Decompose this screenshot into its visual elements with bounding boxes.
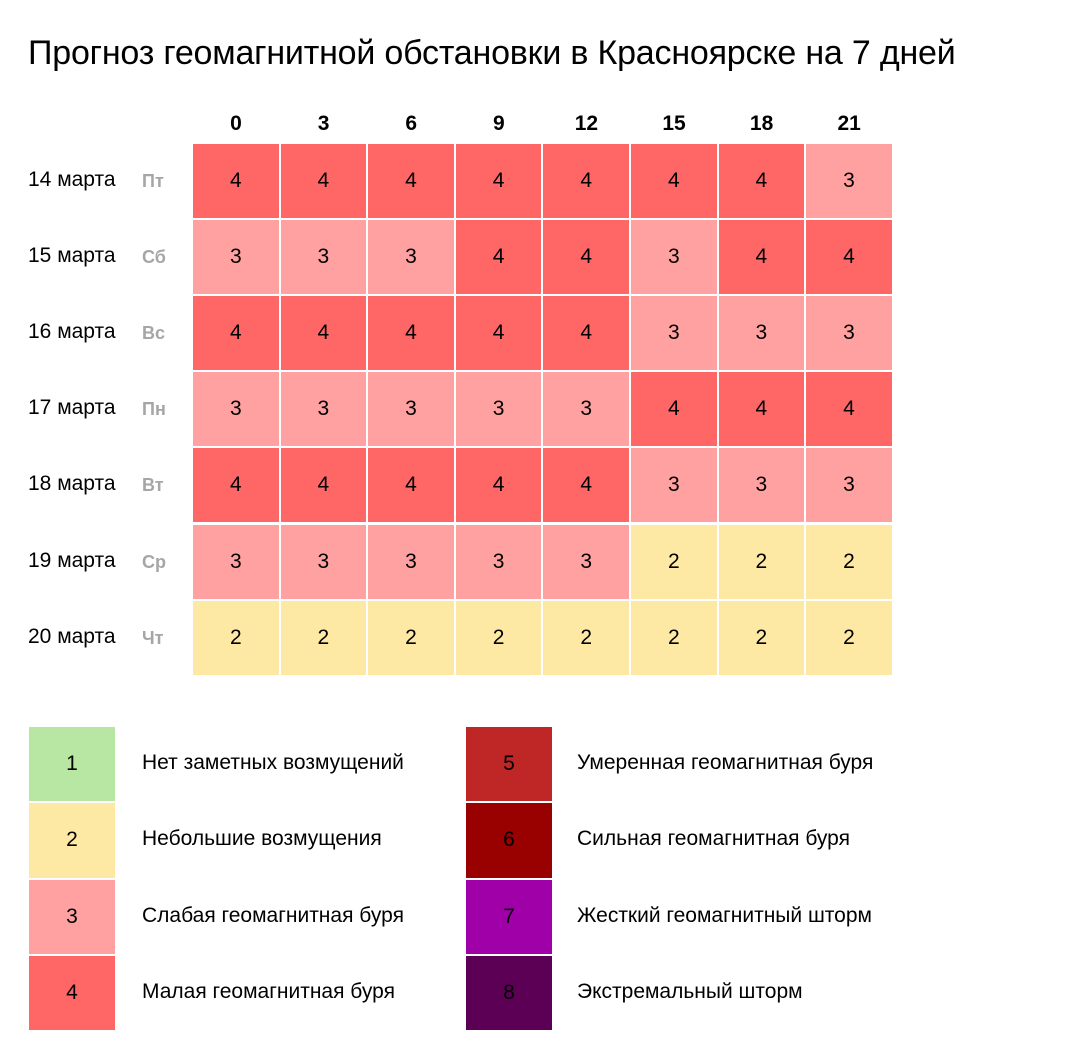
heatmap-cell: 2 bbox=[631, 601, 717, 675]
heatmap-cell: 3 bbox=[193, 220, 279, 294]
hour-label-6: 6 bbox=[405, 112, 418, 135]
legend-swatch-1: 1 bbox=[29, 727, 115, 801]
row-weekday-label: Вс bbox=[142, 323, 166, 344]
heatmap-cell: 4 bbox=[543, 144, 629, 218]
hour-label-18: 18 bbox=[749, 112, 774, 135]
legend-swatch-6: 6 bbox=[466, 803, 552, 877]
heatmap-cell: 3 bbox=[193, 525, 279, 599]
heatmap-cell: 4 bbox=[368, 448, 454, 522]
heatmap-cell: 4 bbox=[543, 296, 629, 370]
heatmap-cell: 2 bbox=[456, 601, 542, 675]
legend-label-1: Нет заметных возмущений bbox=[142, 751, 404, 774]
legend-label-3: Слабая геомагнитная буря bbox=[142, 903, 404, 927]
row-date-label: 16 марта bbox=[28, 320, 116, 344]
heatmap-cell: 3 bbox=[193, 372, 279, 446]
heatmap-cell: 4 bbox=[806, 372, 892, 446]
heatmap-cell: 3 bbox=[543, 525, 629, 599]
hour-label-0: 0 bbox=[230, 112, 242, 135]
row-date-label: 18 марта bbox=[28, 472, 116, 496]
hour-label-21: 21 bbox=[837, 112, 861, 135]
hour-label-12: 12 bbox=[574, 112, 599, 135]
heatmap-cell: 2 bbox=[719, 525, 805, 599]
heatmap-cell: 4 bbox=[631, 144, 717, 218]
hour-label-3: 3 bbox=[317, 112, 330, 135]
legend-swatch-2: 2 bbox=[29, 803, 115, 877]
row-weekday-label: Чт bbox=[142, 627, 164, 648]
legend-label-6: Сильная геомагнитная буря bbox=[577, 827, 850, 851]
row-weekday-label: Пн bbox=[142, 399, 166, 420]
heatmap-cell: 3 bbox=[631, 296, 717, 370]
legend-swatch-5: 5 bbox=[466, 727, 552, 801]
heatmap-cell: 4 bbox=[368, 296, 454, 370]
heatmap-cell: 2 bbox=[281, 601, 367, 675]
row-date-label: 20 марта bbox=[28, 624, 116, 648]
legend-swatch-3: 3 bbox=[29, 880, 115, 954]
heatmap-cell: 4 bbox=[806, 220, 892, 294]
heatmap-cell: 4 bbox=[281, 296, 367, 370]
heatmap-cell: 4 bbox=[193, 448, 279, 522]
legend-label-2: Небольшие возмущения bbox=[142, 827, 382, 851]
heatmap-cell: 4 bbox=[543, 220, 629, 294]
heatmap-cell: 4 bbox=[719, 144, 805, 218]
heatmap-cell: 4 bbox=[456, 448, 542, 522]
legend-label-7: Жесткий геомагнитный шторм bbox=[577, 903, 872, 927]
heatmap-cell: 4 bbox=[456, 220, 542, 294]
row-date-label: 15 марта bbox=[28, 244, 116, 268]
heatmap-cell: 2 bbox=[193, 601, 279, 675]
heatmap-cell: 3 bbox=[281, 220, 367, 294]
heatmap-cell: 2 bbox=[631, 525, 717, 599]
heatmap-cell: 3 bbox=[806, 144, 892, 218]
heatmap-cell: 4 bbox=[368, 144, 454, 218]
heatmap-cell: 4 bbox=[456, 144, 542, 218]
row-date-label: 14 марта bbox=[28, 168, 116, 191]
heatmap-cell: 3 bbox=[456, 525, 542, 599]
heatmap-cell: 2 bbox=[368, 601, 454, 675]
heatmap-cell: 3 bbox=[806, 448, 892, 522]
chart-title: Прогноз геомагнитной обстановки в Красноярске на 7 дней bbox=[28, 34, 956, 72]
row-weekday-label: Пт bbox=[142, 171, 164, 191]
heatmap-cell: 3 bbox=[281, 372, 367, 446]
row-weekday-label: Ср bbox=[142, 551, 166, 572]
heatmap-cell: 4 bbox=[193, 144, 279, 218]
row-weekday-label: Вт bbox=[142, 475, 164, 496]
heatmap-cell: 3 bbox=[368, 525, 454, 599]
legend-label-5: Умеренная геомагнитная буря bbox=[577, 751, 874, 774]
heatmap-cell: 2 bbox=[806, 525, 892, 599]
heatmap-cell: 3 bbox=[456, 372, 542, 446]
legend-swatch-7: 7 bbox=[466, 880, 552, 954]
row-weekday-label: Сб bbox=[142, 247, 166, 268]
heatmap-cell: 4 bbox=[543, 448, 629, 522]
heatmap-cell: 3 bbox=[806, 296, 892, 370]
heatmap-cell: 2 bbox=[806, 601, 892, 675]
heatmap-cell: 4 bbox=[456, 296, 542, 370]
heatmap-cell: 3 bbox=[631, 448, 717, 522]
heatmap-cell: 2 bbox=[543, 601, 629, 675]
heatmap-cell: 3 bbox=[631, 220, 717, 294]
hour-label-9: 9 bbox=[492, 112, 505, 135]
heatmap-cell: 4 bbox=[719, 220, 805, 294]
heatmap-cell: 4 bbox=[193, 296, 279, 370]
row-date-label: 19 марта bbox=[28, 548, 116, 572]
row-date-label: 17 марта bbox=[28, 396, 116, 420]
heatmap-cell: 4 bbox=[719, 372, 805, 446]
heatmap-cell: 3 bbox=[281, 525, 367, 599]
legend-swatch-4: 4 bbox=[29, 956, 115, 1030]
heatmap-cell: 4 bbox=[281, 144, 367, 218]
heatmap-cell: 3 bbox=[368, 220, 454, 294]
legend-label-4: Малая геомагнитная буря bbox=[142, 979, 395, 1003]
hour-label-15: 15 bbox=[662, 112, 686, 135]
legend-swatch-8: 8 bbox=[466, 956, 552, 1030]
legend-label-8: Экстремальный шторм bbox=[577, 979, 803, 1003]
heatmap-cell: 3 bbox=[719, 448, 805, 522]
heatmap-cell: 3 bbox=[368, 372, 454, 446]
heatmap-cell: 4 bbox=[281, 448, 367, 522]
heatmap-cell: 2 bbox=[719, 601, 805, 675]
heatmap-cell: 3 bbox=[543, 372, 629, 446]
heatmap-cell: 4 bbox=[631, 372, 717, 446]
heatmap-cell: 3 bbox=[719, 296, 805, 370]
